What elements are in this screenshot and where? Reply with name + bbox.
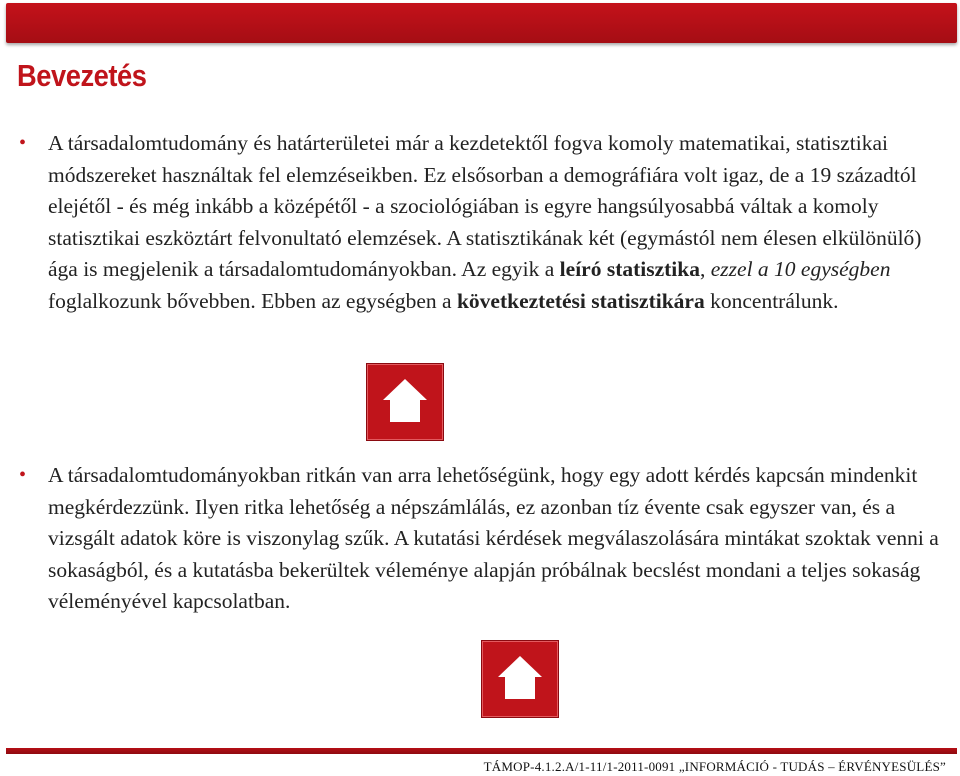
- home-button[interactable]: [366, 363, 444, 441]
- footer-text: TÁMOP-4.1.2.A/1-11/1-2011-0091 „INFORMÁCIÓ - TUDÁS – ÉRVÉNYESÜLÉS”: [483, 759, 946, 774]
- bullet-marker: •: [19, 132, 27, 154]
- page-title: Bevezetés: [17, 58, 147, 93]
- bullet-marker: •: [19, 464, 27, 486]
- para1-text-2: ,: [700, 257, 711, 281]
- para1-text-3: foglalkozunk bővebben. Ebben az egységben a: [48, 288, 457, 313]
- header-bar: [6, 3, 957, 43]
- bullet-paragraph-2: [19, 460, 943, 618]
- para1-text-4: koncentrálunk.: [704, 288, 839, 313]
- home-icon: [496, 654, 544, 702]
- home-icon: [381, 377, 429, 425]
- para1-bold-inferential: következtetési statisztikára: [456, 288, 705, 313]
- footer-bar: [6, 748, 957, 754]
- para1-italic-unit: ezzel a 10 egységben: [710, 257, 891, 281]
- para2-text: A társadalomtudományokban ritkán van arra lehetőségünk, hogy egy adott kérdés kapcsán mindenkit megkérdezzünk. Ilyen ritka lehetőség a népszámlálás, ez azonban tíz évente csak egyszer van, és a vizsgált adatok köre is viszonylag szűk. A kutatási kérdések megválaszolására mintákat szoktak venni a sokaságból, és a kutatásba bekerültek véleménye alapján próbálnak becslést mondani a teljes sokaság véleményével kapcsolatban.: [48, 463, 939, 613]
- para1-text-1: A társadalomtudomány és határterületei már a kezdetektől fogva komoly matematikai, statisztikai módszereket használtak fel elemzéseikben. Ez elsősorban a demográfiára volt igaz, de a 19 századtól elejétől - és még inkább a középétől - a szociológiában is egyre hangsúlyosabbá váltak a komoly statisztikai eszköztárt felvonultató elemzések. A statisztikának két (egymástól nem élesen elkülönülő) ága is megjelenik a társadalomtudományokban. Az egyik a: [48, 131, 922, 281]
- home-button[interactable]: [481, 640, 559, 718]
- bullet-paragraph-1: [19, 128, 943, 317]
- para1-bold-descriptive: leíró statisztika: [559, 257, 700, 281]
